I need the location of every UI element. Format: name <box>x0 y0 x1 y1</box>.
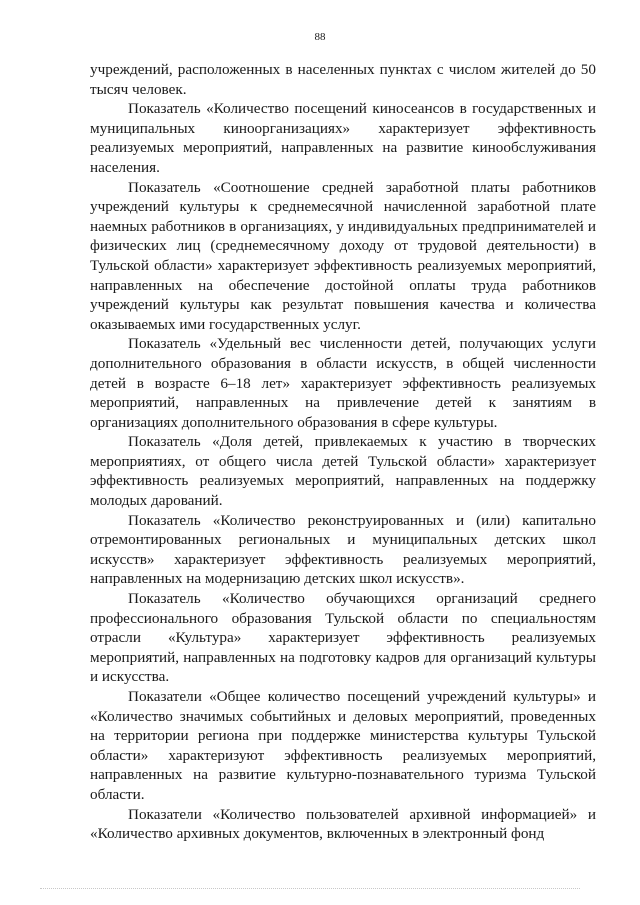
paragraph: Показатель «Удельный вес численности детей, получающих услуги дополнительного образования в области искусств, в общей численности детей в возрасте 6–18 лет» характеризует эффективность реализуемых мероприятий, направленных на привлечение детей к занятиям в организациях дополнительного образования в сфере культуры. <box>90 335 596 431</box>
scan-artifact-line <box>40 888 580 892</box>
paragraph: Показатель «Количество обучающихся организаций среднего профессионального образования Тульской области по специальностям отрасли «Культура» характеризует эффективность реализуемых мероприятий, направленных на подготовку кадров для организаций культуры и искусства. <box>90 590 596 686</box>
document-body <box>90 60 596 844</box>
paragraph: Показатель «Количество посещений киносеансов в государственных и муниципальных киноорганизациях» характеризует эффективность реализуемых мероприятий, направленных на развитие кинообслуживания населения. <box>90 100 596 176</box>
paragraph: Показатель «Количество реконструированных и (или) капитально отремонтированных региональных и муниципальных детских школ искусств» характеризует эффективность реализуемых мероприятий, направленных на модернизацию детских школ искусств». <box>90 511 596 588</box>
paragraph-continuation: учреждений, расположенных в населенных пунктах с числом жителей до 50 тысяч человек. <box>90 61 596 98</box>
paragraph: Показатель «Доля детей, привлекаемых к участию в творческих мероприятиях, от общего числа детей Тульской области» характеризует эффективность реализуемых мероприятий, направленных на поддержку молодых дарований. <box>90 433 596 510</box>
paragraph: Показатели «Общее количество посещений учреждений культуры» и «Количество значимых событийных и деловых мероприятий, проведенных на территории региона при поддержке министерства культуры Тульской области» характеризуют эффективность реализуемых мероприятий, направленных на развитие культурно-познавательного туризма Тульской области. <box>90 688 596 803</box>
paragraph: Показатель «Соотношение средней заработной платы работников учреждений культуры к среднемесячной начисленной заработной плате наемных работников в организациях, у индивидуальных предпринимателей и физических лиц (среднемесячному доходу от трудовой деятельности) в Тульской области» характеризует эффективность реализуемых мероприятий, направленных на обеспечение достойной оплаты труда работников учреждений культуры как результат повышения качества и количества оказываемых ими государственных услуг. <box>90 178 596 333</box>
page-number: 88 <box>314 31 326 43</box>
paragraph-truncated: Показатели «Количество пользователей архивной информацией» и «Количество архивных документов, включенных в электронный фонд <box>90 805 596 843</box>
